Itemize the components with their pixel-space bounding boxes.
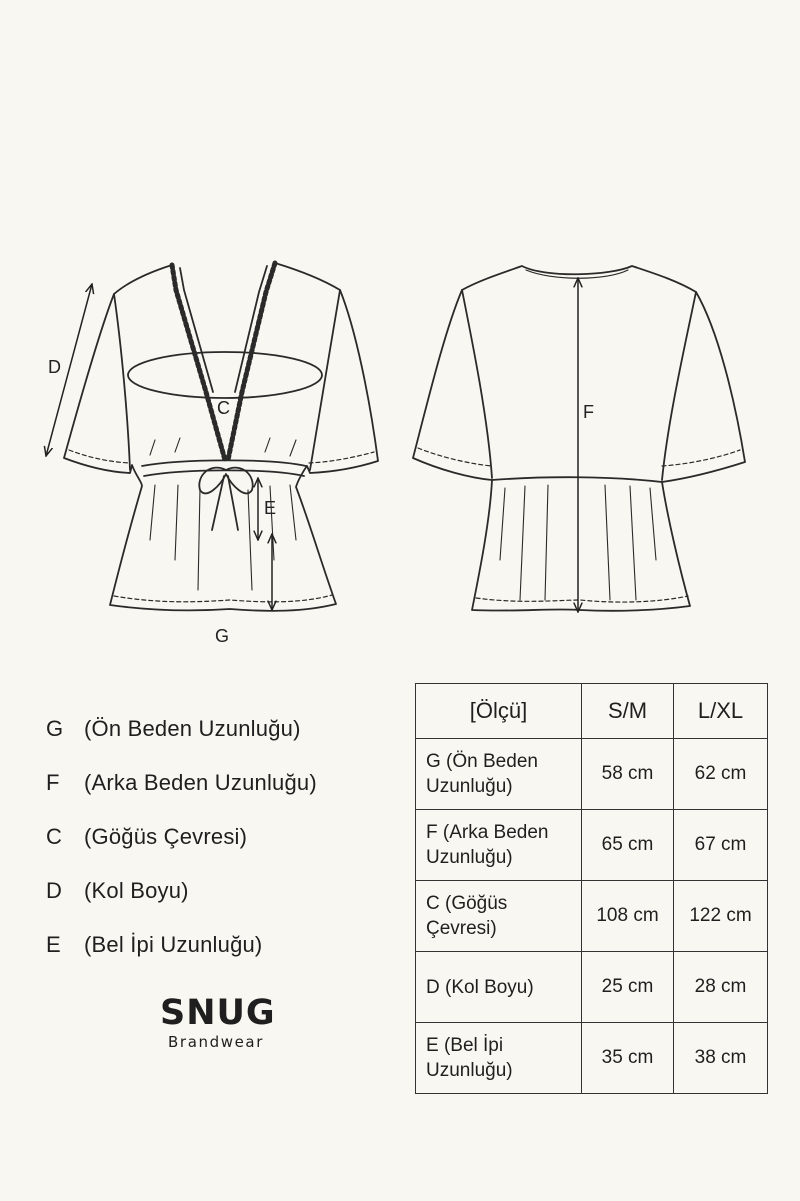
header-lxl: L/XL bbox=[674, 684, 768, 739]
cell-lxl: 122 cm bbox=[674, 881, 768, 952]
brand-name: SNUG bbox=[160, 993, 276, 1033]
legend-item bbox=[46, 918, 317, 972]
legend-key: G bbox=[46, 716, 64, 741]
row-label bbox=[416, 952, 582, 1023]
cell-sm: 108 cm bbox=[582, 881, 674, 952]
row-label-line2: Uzunluğu) bbox=[426, 1060, 513, 1081]
row-label-line2: Uzunluğu) bbox=[426, 847, 513, 868]
size-chart-table bbox=[415, 683, 768, 1094]
back-view bbox=[413, 266, 745, 611]
front-waistband bbox=[142, 460, 306, 466]
table-row bbox=[416, 739, 768, 810]
row-label bbox=[416, 1023, 582, 1094]
legend-text: (Bel İpi Uzunluğu) bbox=[84, 932, 263, 957]
legend-text: (Ön Beden Uzunluğu) bbox=[84, 716, 301, 741]
legend-key: D bbox=[46, 878, 63, 903]
cell-lxl: 38 cm bbox=[674, 1023, 768, 1094]
legend-item bbox=[46, 810, 317, 864]
row-label-line1: F (Arka Beden bbox=[426, 822, 549, 843]
legend-item bbox=[46, 864, 317, 918]
cell-lxl: 67 cm bbox=[674, 810, 768, 881]
legend-key: C bbox=[46, 824, 63, 849]
legend-text: (Göğüs Çevresi) bbox=[84, 824, 248, 849]
label-g: G bbox=[215, 626, 230, 646]
header-sm: S/M bbox=[582, 684, 674, 739]
table-row bbox=[416, 810, 768, 881]
table-row bbox=[416, 881, 768, 952]
legend-item bbox=[46, 702, 317, 756]
front-tie-bow bbox=[199, 468, 252, 494]
label-e: E bbox=[264, 498, 277, 518]
back-waist-seam bbox=[492, 477, 662, 482]
cell-sm: 58 cm bbox=[582, 739, 674, 810]
brand-logo bbox=[160, 993, 276, 1051]
table-row bbox=[416, 952, 768, 1023]
legend-key: F bbox=[46, 770, 60, 795]
row-label-line1: E (Bel İpi bbox=[426, 1035, 504, 1056]
legend-text: (Kol Boyu) bbox=[84, 878, 189, 903]
row-label bbox=[416, 810, 582, 881]
cell-sm: 25 cm bbox=[582, 952, 674, 1023]
label-d: D bbox=[48, 357, 61, 377]
legend-key: E bbox=[46, 932, 61, 957]
legend-item bbox=[46, 756, 317, 810]
label-c: C bbox=[217, 398, 230, 418]
cell-sm: 65 cm bbox=[582, 810, 674, 881]
front-outline bbox=[64, 263, 378, 611]
front-lace-trim-right bbox=[228, 263, 275, 460]
table-header-row bbox=[416, 684, 768, 739]
brand-tagline: Brandwear bbox=[168, 1033, 264, 1051]
legend-text: (Arka Beden Uzunluğu) bbox=[84, 770, 317, 795]
row-label-line1: G (Ön Beden bbox=[426, 751, 538, 772]
label-f: F bbox=[583, 402, 594, 422]
row-label-line1: C (Göğüs bbox=[426, 893, 508, 914]
row-label bbox=[416, 881, 582, 952]
header-measure: [Ölçü] bbox=[416, 684, 582, 739]
row-label-line1: D (Kol Boyu) bbox=[426, 976, 534, 998]
front-view bbox=[64, 263, 378, 611]
cell-lxl: 28 cm bbox=[674, 952, 768, 1023]
cell-lxl: 62 cm bbox=[674, 739, 768, 810]
row-label-line2: Uzunluğu) bbox=[426, 776, 513, 797]
row-label-line2: Çevresi) bbox=[426, 918, 497, 939]
cell-sm: 35 cm bbox=[582, 1023, 674, 1094]
measurement-legend bbox=[46, 702, 317, 972]
back-outline bbox=[413, 266, 745, 611]
row-label bbox=[416, 739, 582, 810]
front-chest-ellipse bbox=[128, 352, 322, 398]
table-row bbox=[416, 1023, 768, 1094]
